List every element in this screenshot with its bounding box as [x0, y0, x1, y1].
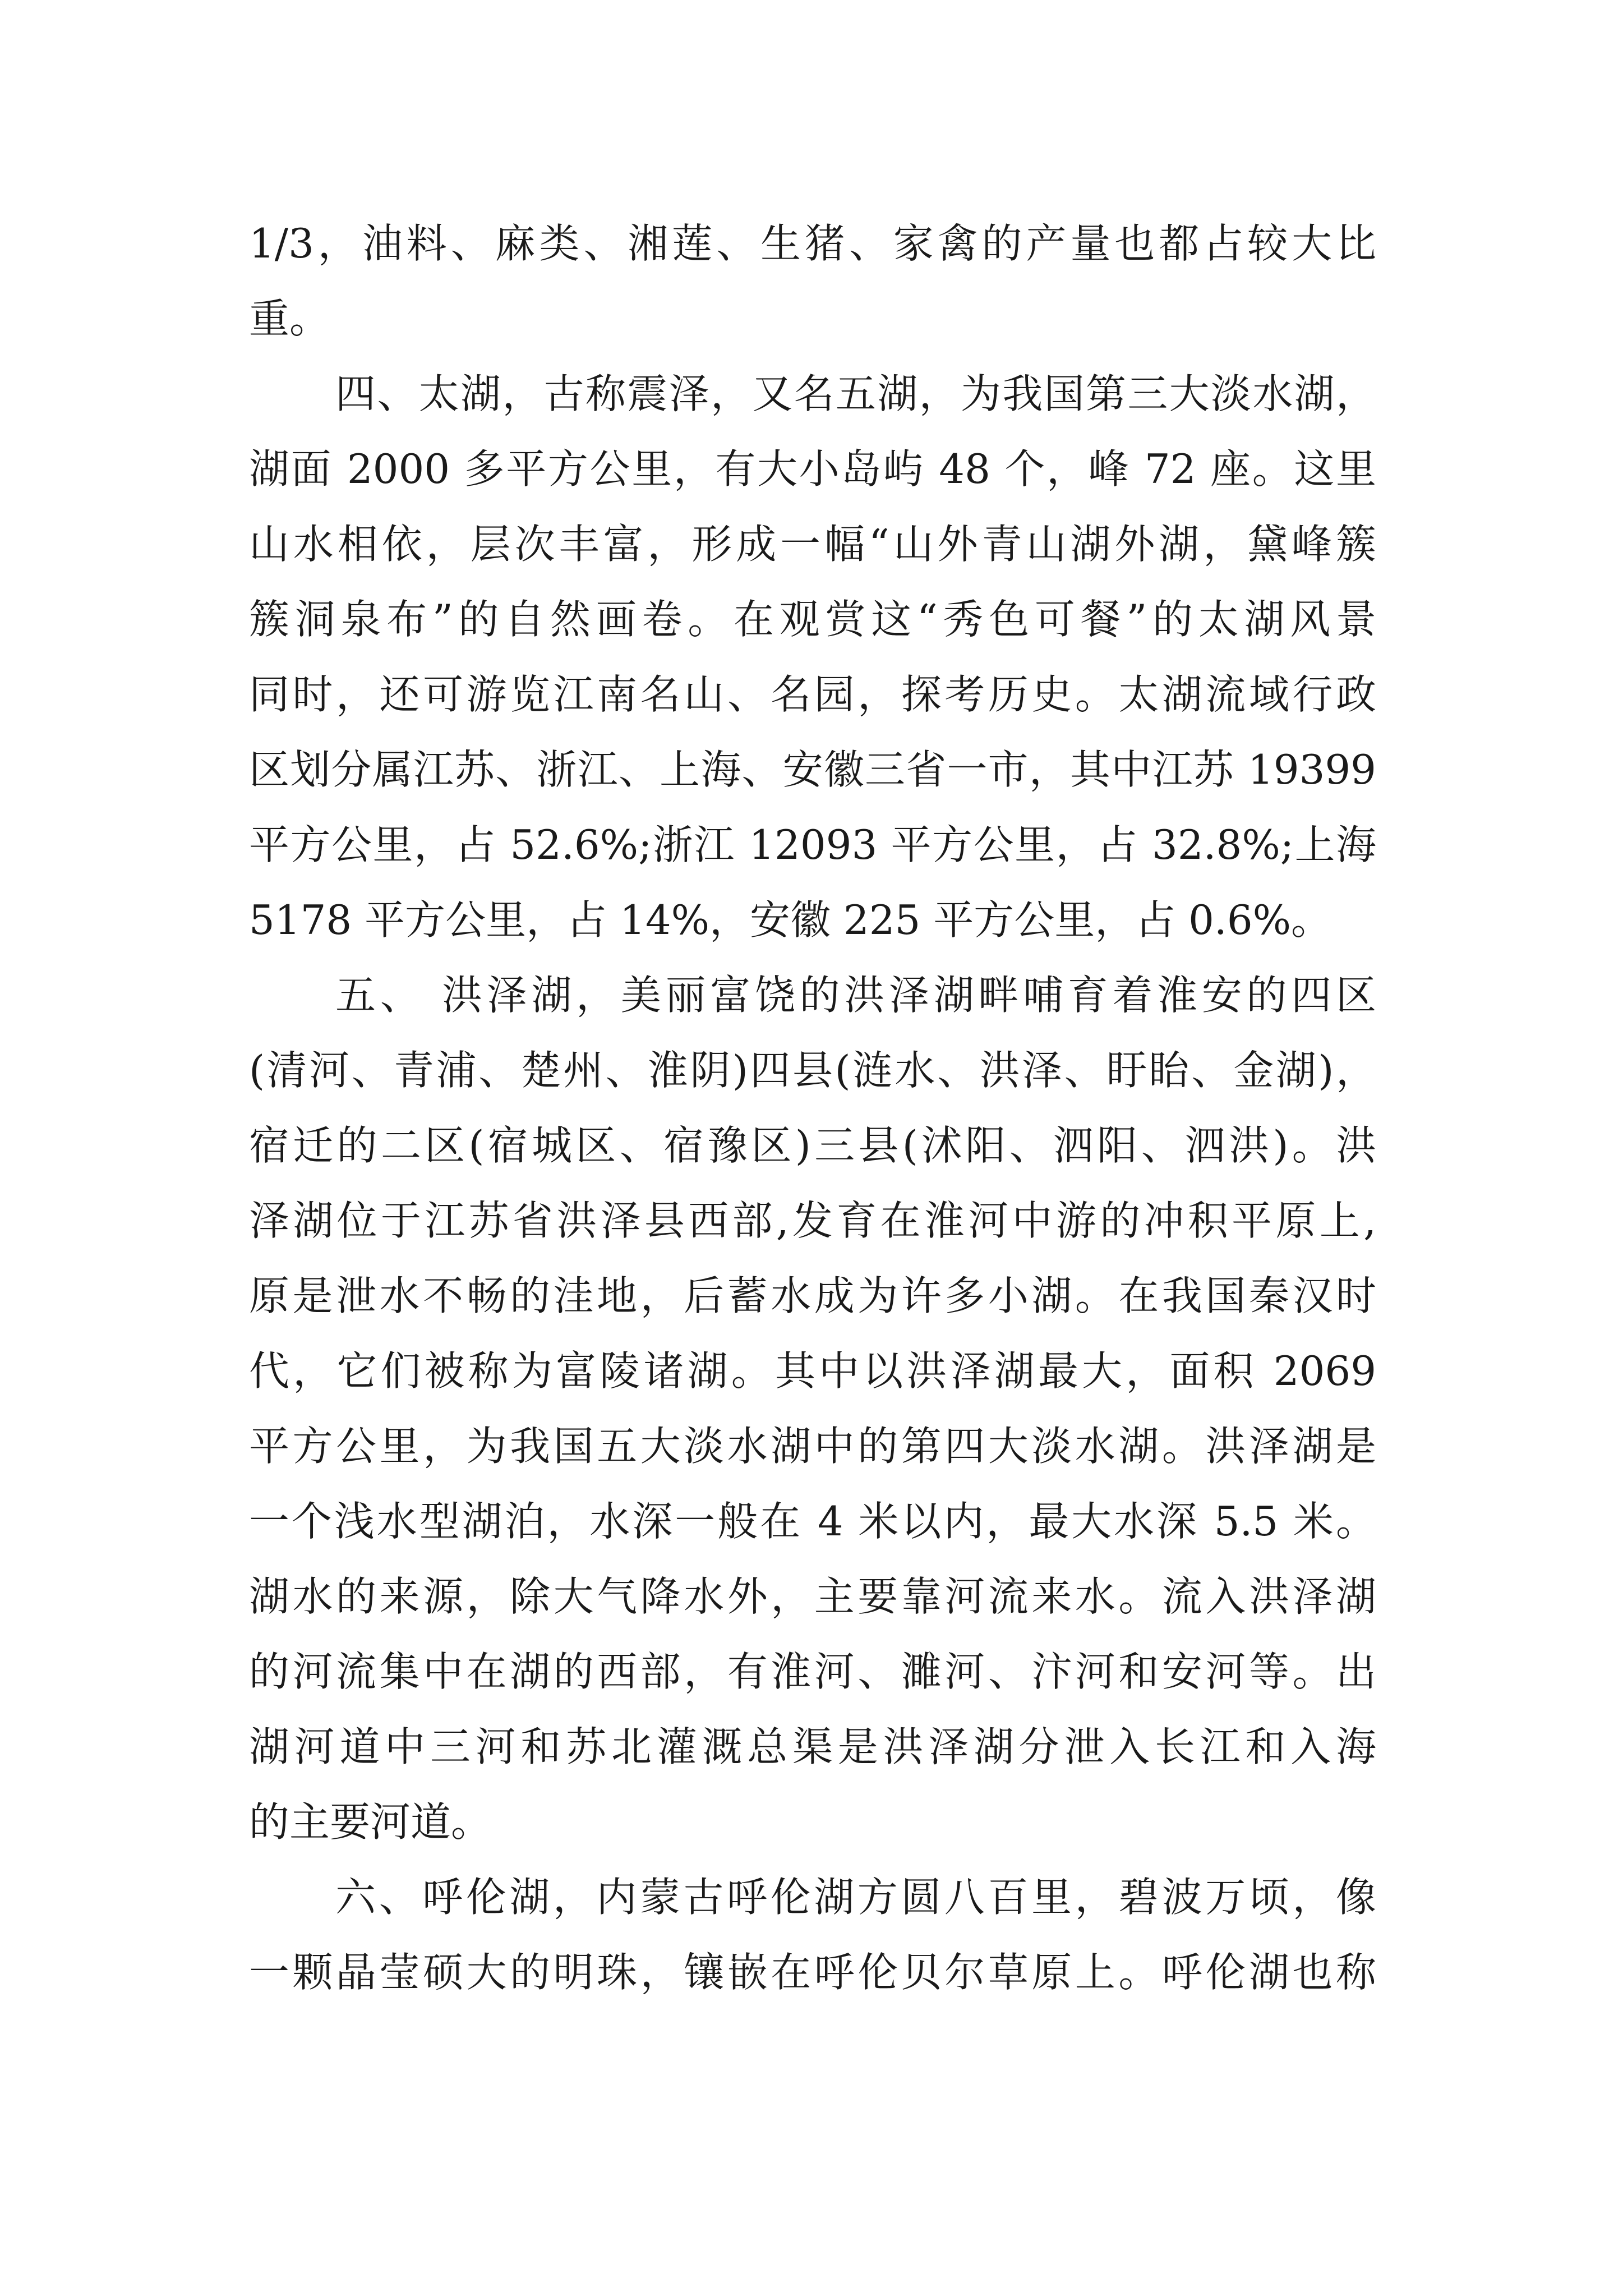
- text-line: 的河流集中在湖的西部，有淮河、濉河、汴河和安河等。出: [249, 1648, 1376, 1695]
- text-line: 5178 平方公里，占 14%，安徽 225 平方公里，占 0.6%。: [249, 896, 1332, 944]
- text-line: 山水相依，层次丰富，形成一幅“山外青山湖外湖，黛峰簇: [249, 521, 1376, 568]
- text-line: 平方公里，占 52.6%;浙江 12093 平方公里，占 32.8%;上海: [249, 821, 1376, 868]
- text-line: 湖水的来源，除大气降水外，主要靠河流来水。流入洪泽湖: [249, 1573, 1376, 1620]
- text-line: 湖面 2000 多平方公里，有大小岛屿 48 个，峰 72 座。这里: [249, 445, 1376, 493]
- text-line: 同时，还可游览江南名山、名园，探考历史。太湖流域行政: [249, 671, 1376, 718]
- text-line: 一颗晶莹硕大的明珠，镶嵌在呼伦贝尔草原上。呼伦湖也称: [249, 1949, 1376, 1996]
- text-line: 五、 洪泽湖，美丽富饶的洪泽湖畔哺育着淮安的四区: [335, 972, 1376, 1019]
- text-line: 1/3，油料、麻类、湘莲、生猪、家禽的产量也都占较大比: [249, 220, 1376, 267]
- text-line: 簇洞泉布”的自然画卷。在观赏这“秀色可餐”的太湖风景: [249, 596, 1376, 643]
- text-line: 的主要河道。: [249, 1798, 492, 1846]
- text-line: 四、太湖，古称震泽，又名五湖，为我国第三大淡水湖，: [335, 370, 1376, 417]
- text-line: 区划分属江苏、浙江、上海、安徽三省一市，其中江苏 19399: [249, 746, 1376, 793]
- text-line: 平方公里，为我国五大淡水湖中的第四大淡水湖。洪泽湖是: [249, 1423, 1376, 1470]
- text-line: 原是泄水不畅的洼地，后蓄水成为许多小湖。在我国秦汉时: [249, 1272, 1376, 1319]
- text-line: 一个浅水型湖泊，水深一般在 4 米以内，最大水深 5.5 米。: [249, 1498, 1376, 1545]
- text-line: 泽湖位于江苏省洪泽县西部,发育在淮河中游的冲积平原上,: [249, 1197, 1376, 1244]
- text-line: (清河、青浦、楚州、淮阴)四县(涟水、洪泽、盱眙、金湖)，: [249, 1047, 1376, 1094]
- text-line: 代，它们被称为富陵诸湖。其中以洪泽湖最大，面积 2069: [249, 1347, 1376, 1395]
- text-line: 宿迁的二区(宿城区、宿豫区)三县(沭阳、泗阳、泗洪)。洪: [249, 1122, 1376, 1169]
- text-line: 湖河道中三河和苏北灌溉总渠是洪泽湖分泄入长江和入海: [249, 1723, 1376, 1770]
- text-line: 重。: [249, 295, 330, 342]
- text-line: 六、呼伦湖，内蒙古呼伦湖方圆八百里，碧波万顷，像: [335, 1874, 1376, 1921]
